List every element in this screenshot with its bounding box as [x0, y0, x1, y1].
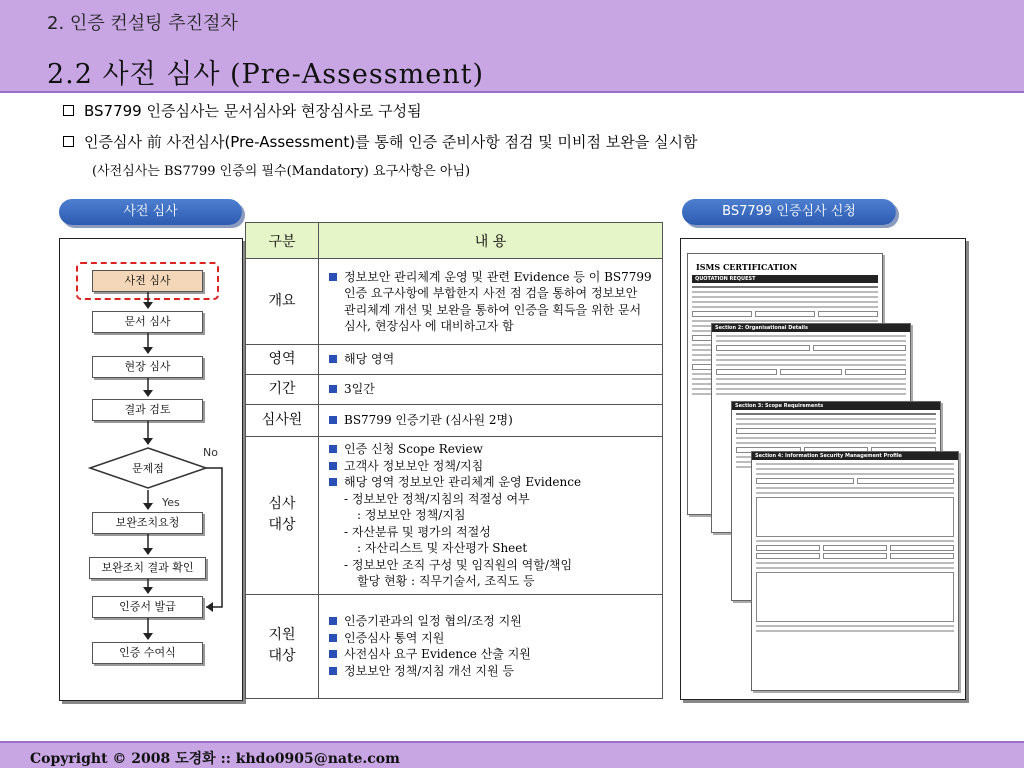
pre-assessment-table [245, 222, 663, 699]
section-subtitle: 2. 인증 컨설팅 추진절차 [47, 13, 238, 34]
row-category: 심사원 [246, 405, 319, 437]
document-section-title: Section 2: Organisational Details [712, 324, 910, 332]
flow-step-certificate-issue: 인증서 발급 [92, 596, 203, 618]
document-title: ISMS CERTIFICATION [696, 262, 798, 272]
document-section-title: Section 3: Scope Requirements [732, 402, 940, 410]
flow-step-document-review: 문서 심사 [92, 311, 203, 333]
flow-step-onsite-review: 현장 심사 [92, 356, 203, 378]
content-item: 인증 신청 Scope Review [344, 442, 483, 456]
bullet-square-icon [329, 634, 337, 642]
flow-step-award-ceremony: 인증 수여식 [92, 642, 203, 664]
document-section-title: Section 4: Information Security Management Profile [752, 452, 958, 460]
row-content [319, 345, 663, 375]
document-panel [680, 238, 966, 700]
table-row [246, 375, 663, 405]
bullet-1-text: BS7799 인증심사는 문서심사와 현장심사로 구성됨 [84, 102, 422, 120]
content-item: 정보보안 정책/지침 개선 지원 등 [344, 663, 514, 678]
bullet-square-icon [329, 385, 337, 393]
table-header-row [246, 223, 663, 259]
flow-decision-diamond [88, 446, 208, 490]
row-content [319, 375, 663, 405]
bullet-square-icon [329, 617, 337, 625]
bullet-square-icon [329, 273, 337, 281]
tab-certification-request: BS7799 인증심사 신청 [682, 199, 896, 225]
content-item: 해당 영역 정보보안 관리체계 운영 Evidence [344, 475, 582, 489]
flow-step-remediation-request: 보완조치요청 [92, 512, 203, 534]
table-row [246, 259, 663, 345]
bullet-square-icon [329, 650, 337, 658]
bullet-square-icon [329, 478, 337, 486]
content-item: BS7799 인증기관 (심사원 2명) [344, 413, 513, 428]
content-subitem: : 정보보안 정책/지침 [357, 508, 466, 522]
document-page-4 [751, 451, 959, 691]
row-content [319, 259, 663, 345]
tab-pre-assessment: 사전 심사 [59, 199, 242, 225]
copyright-text: Copyright © 2008 도경화 :: khdo0905@nate.com [30, 751, 400, 767]
row-content [319, 437, 663, 595]
content-subitem: - 정보보안 정책/지침의 적절성 여부 [344, 491, 530, 506]
row-content [319, 594, 663, 698]
yes-label: Yes [162, 496, 180, 509]
content-item: 인증기관과의 일정 협의/조정 지원 [344, 614, 522, 628]
bullet-2-text: 인증심사 前 사전심사(Pre-Assessment)를 통해 인증 준비사항 점검 및 미비점 보완을 실시함 [84, 133, 698, 151]
bullet-square-icon [329, 355, 337, 363]
row-category: 개요 [246, 259, 319, 345]
header-band [0, 0, 1024, 93]
content-item: 3일간 [344, 382, 375, 397]
bullet-square-icon [329, 416, 337, 424]
row-content [319, 405, 663, 437]
row-category: 영역 [246, 345, 319, 375]
table-row [246, 405, 663, 437]
content-subitem: 할당 현황 : 직무기술서, 조직도 등 [357, 574, 535, 588]
content-item: 해당 영역 [344, 352, 395, 367]
table-header-category: 구분 [246, 223, 319, 259]
content-item: 고객사 정보보안 정책/지침 [344, 458, 484, 473]
content-subitem: : 자산리스트 및 자산평가 Sheet [357, 541, 528, 555]
bullet-square-icon [329, 445, 337, 453]
flow-step-remediation-check: 보완조치 결과 확인 [89, 557, 206, 579]
row-category: 지원 대상 [246, 594, 319, 698]
content-subitem: - 정보보안 조직 구성 및 임직원의 역할/책임 [344, 557, 573, 572]
bullet-square-icon [329, 667, 337, 675]
table-row [246, 437, 663, 595]
flow-step-result-review: 결과 검토 [92, 399, 203, 421]
no-label: No [203, 446, 218, 459]
flow-decision-label: 문제점 [132, 462, 164, 475]
checkbox-square-icon [63, 105, 74, 116]
table-row [246, 594, 663, 698]
content-item: 인증심사 통역 지원 [344, 630, 445, 645]
note-text: (사전심사는 BS7799 인증의 필수(Mandatory) 요구사항은 아님) [92, 164, 471, 179]
flow-step-pre-assessment: 사전 심사 [92, 270, 203, 292]
bullet-square-icon [329, 462, 337, 470]
document-form-title: QUOTATION REQUEST [692, 275, 878, 283]
row-category: 기간 [246, 375, 319, 405]
content-item: 정보보안 관리체계 운영 및 관련 Evidence 등 이 BS7799 인증 요구사항에 부합한지 사전 점 검을 통하여 정보보안 관리체계 개선 및 보완을 통하여 인증을 획득을 위한 문서심사, 현장심사 에 대비하고자 함 [344, 269, 652, 333]
footer-band [0, 741, 1024, 768]
content-item: 사전심사 요구 Evidence 산출 지원 [344, 647, 531, 661]
table-header-content: 내 용 [319, 223, 663, 259]
row-category: 심사 대상 [246, 437, 319, 595]
table-row [246, 345, 663, 375]
content-subitem: - 자산분류 및 평가의 적절성 [344, 524, 491, 539]
bullet-1 [63, 100, 422, 121]
checkbox-square-icon [63, 136, 74, 147]
page-title: 2.2 사전 심사 (Pre-Assessment) [47, 59, 484, 90]
bullet-2 [63, 131, 698, 152]
